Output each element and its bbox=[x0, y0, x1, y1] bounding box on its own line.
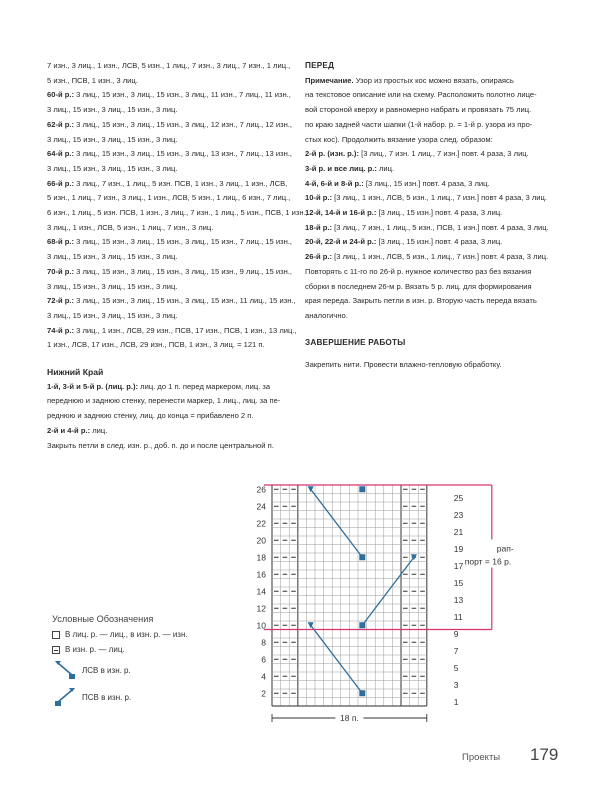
left-cable-lower-line bbox=[311, 625, 363, 693]
row-label-right: 13 bbox=[453, 594, 464, 605]
row-label: 1-й, 3-й и 5-й р. (лиц. р.): bbox=[47, 381, 139, 391]
row-text: 3 лиц., 15 изн., 3 лиц., 15 изн., 3 лиц. bbox=[47, 105, 178, 115]
row-label: 68-й р.: bbox=[47, 237, 75, 247]
row-label-left: 8 bbox=[261, 637, 266, 648]
legend-item-label: ЛСВ в изн. р. bbox=[82, 665, 131, 675]
row-label: 4-й, 6-й и 8-й р.: bbox=[305, 178, 364, 188]
row-text: 3 лиц., 15 изн., 3 лиц., 15 изн., 3 лиц. bbox=[47, 134, 178, 144]
row-label-right: 23 bbox=[453, 509, 464, 520]
row-label-left: 26 bbox=[256, 484, 266, 495]
row-text: 3 лиц., 15 изн., 3 лиц., 15 изн., 3 лиц., 15 изн., 7 лиц., 15 изн., bbox=[74, 237, 292, 247]
row-label: 2-й и 4-й р.: bbox=[47, 425, 91, 435]
cable-marker bbox=[359, 486, 365, 492]
row-text: 3 лиц., 7 изн., 1 лиц., 5 изн. ПСВ, 1 изн., 3 лиц., 1 изн., ЛСВ, bbox=[74, 178, 288, 188]
row-text: Повторять с 11-го по 26-й р. нужное количество раз без вязания bbox=[305, 266, 532, 276]
section-heading-finishing: ЗАВЕРШЕНИЕ РАБОТЫ bbox=[305, 337, 406, 347]
row-label-left: 18 bbox=[256, 552, 266, 563]
row-text: 3 лиц., 15 изн., 3 лиц., 15 изн., 3 лиц., 12 изн., 7 лиц., 12 изн., bbox=[74, 119, 292, 129]
row-label: 20-й, 22-й и 24-й р.: bbox=[305, 237, 377, 247]
legend-item-left-cable bbox=[52, 659, 188, 681]
row-text: вой стороной кверху и равномерно набрать и провязать 75 лиц. bbox=[305, 105, 532, 115]
row-text: края переда. Закрыть петли в изн. р. Вторую часть переда вязать bbox=[305, 296, 537, 306]
row-text: сборки в последнем 26-м р. Вязать 5 р. лиц. для формирования bbox=[305, 281, 532, 291]
footer-section-name: Проекты bbox=[462, 752, 501, 763]
row-label: 66-й р.: bbox=[47, 178, 75, 188]
legend-item-right-cable bbox=[52, 685, 188, 709]
legend-item-label: ПСВ в изн. р. bbox=[82, 692, 132, 702]
row-text: 1 изн., ЛСВ, 17 изн., ЛСВ, 29 изн., ПСВ, 1 изн., 3 лиц. = 121 п. bbox=[47, 340, 265, 350]
row-text: стых кос). Продолжить вязание узора след. образом: bbox=[305, 134, 493, 144]
row-label-left: 4 bbox=[261, 671, 266, 682]
row-text: 3 лиц., 15 изн., 3 лиц., 15 изн., 3 лиц., 15 изн., 9 лиц., 15 изн., bbox=[74, 266, 292, 276]
row-text: 3 лиц., 1 изн., ЛСВ, 5 изн., 1 лиц., 7 изн., 3 лиц. bbox=[47, 222, 214, 232]
row-text: [3 лиц., 15 изн.] повт. 4 раза, 3 лиц. bbox=[376, 237, 503, 247]
row-label-right: 15 bbox=[453, 577, 464, 588]
row-text: [3 лиц., 1 изн., ЛСВ, 5 изн., 1 лиц., 7 изн.] повт. 4 раза, 3 лиц. bbox=[332, 252, 549, 262]
row-label-right: 3 bbox=[453, 679, 459, 690]
row-label-right: 7 bbox=[453, 645, 459, 656]
row-label-left: 20 bbox=[256, 535, 266, 546]
row-label: 10-й р.: bbox=[305, 193, 333, 203]
legend bbox=[52, 614, 188, 709]
row-label: 2-й р. (изн. р.): bbox=[305, 149, 359, 159]
row-label: 72-й р.: bbox=[47, 296, 75, 306]
row-label-left: 16 bbox=[256, 569, 266, 580]
row-text: переднюю и заднюю стенку, перенести маркер, 1 лиц., лиц. за пе- bbox=[47, 396, 281, 406]
right-cable-end bbox=[359, 622, 365, 628]
row-text: 3 лиц., 15 изн., 3 лиц., 15 изн., 3 лиц., 13 изн., 7 лиц., 13 изн., bbox=[74, 149, 292, 159]
legend-item-label: В лиц. р. — лиц., в изн. р. — изн. bbox=[65, 630, 188, 639]
row-label-right: 25 bbox=[453, 492, 464, 503]
row-text: [3 лиц., 1 изн., ЛСВ, 5 изн., 1 лиц., 7 изн.] повт 4 раза, 3 лиц. bbox=[332, 193, 547, 203]
repeat-label: порт = 16 р. bbox=[464, 556, 512, 567]
row-label: 70-й р.: bbox=[47, 266, 75, 276]
legend-item-dash bbox=[52, 642, 188, 657]
row-label: 74-й р.: bbox=[47, 325, 75, 335]
row-label-left: 12 bbox=[256, 603, 266, 614]
row-label-right: 21 bbox=[453, 526, 464, 537]
row-text: 6 изн., 1 лиц., 5 изн. ПСВ, 1 изн., 3 лиц., 7 изн., 1 лиц., 5 изн., ПСВ, 1 изн., bbox=[47, 208, 308, 218]
empty-square-icon bbox=[52, 631, 60, 639]
row-text: 3 лиц., 15 изн., 3 лиц., 15 изн., 3 лиц., 15 изн., 11 лиц., 15 изн., bbox=[74, 296, 296, 306]
section-heading-lower-edge: Нижний Край bbox=[47, 367, 104, 378]
row-label-right: 19 bbox=[453, 543, 464, 554]
row-text: на текстовое описание или на схему. Расположить полотно лице- bbox=[305, 90, 537, 100]
row-text: 3 лиц., 15 изн., 3 лиц., 15 изн., 3 лиц. bbox=[47, 281, 178, 291]
row-text: 3 лиц., 15 изн., 3 лиц., 15 изн., 3 лиц., 11 изн., 7 лиц., 11 изн., bbox=[74, 90, 291, 100]
page-number: 179 bbox=[530, 745, 559, 764]
row-label-left: 10 bbox=[256, 620, 266, 631]
row-text: [3 лиц., 7 изн. 1 лиц., 7 изн.] повт. 4 раза, 3 лиц. bbox=[358, 149, 529, 159]
row-label-right: 1 bbox=[453, 696, 459, 707]
row-text: лиц. до 1 п. перед маркером, лиц. за bbox=[138, 381, 271, 391]
legend-item-empty bbox=[52, 627, 188, 642]
right-cable-icon bbox=[52, 686, 78, 708]
row-label: 64-й р.: bbox=[47, 149, 75, 159]
row-label-right: 17 bbox=[453, 560, 464, 571]
row-text: по краю задней части шапки (1-й набор. р. = 1-й р. узора из про- bbox=[305, 119, 533, 129]
row-text: реднюю и заднюю стенку, лиц. до конца = прибавлено 2 п. bbox=[47, 411, 254, 421]
row-text: Узор из простых кос можно вязать, опираясь bbox=[353, 75, 514, 85]
row-label: 3-й р. и все лиц. р.: bbox=[305, 163, 377, 173]
row-label: 26-й р.: bbox=[305, 252, 333, 262]
left-cable-upper-end bbox=[359, 554, 365, 560]
row-text: 3 лиц., 15 изн., 3 лиц., 15 изн., 3 лиц. bbox=[47, 252, 178, 262]
stitch-count-label: 18 п. bbox=[340, 713, 359, 723]
row-label-left: 6 bbox=[261, 654, 266, 665]
left-cable-lower-end bbox=[359, 690, 365, 696]
row-label-right: 5 bbox=[453, 662, 459, 673]
row-text: [3 лиц., 15 изн.] повт. 4 раза, 3 лиц. bbox=[376, 208, 503, 218]
row-label-right: 11 bbox=[453, 611, 463, 622]
row-text: 7 изн., 3 лиц., 1 изн., ЛСВ, 5 изн., 1 лиц., 7 изн., 3 лиц., 7 изн., 1 лиц., bbox=[47, 61, 291, 70]
row-label: 62-й р.: bbox=[47, 119, 75, 129]
row-text: аналогично. bbox=[305, 310, 348, 320]
row-text: [3 лиц., 7 изн., 1 лиц., 5 изн., ПСВ, 1 изн.] повт. 4 раза, 3 лиц. bbox=[332, 222, 549, 232]
row-label-right: 9 bbox=[453, 628, 459, 639]
row-text: Закрыть петли в след. изн. р., доб. п. до и после центральной п. bbox=[47, 440, 274, 450]
left-cable-upper-line bbox=[311, 489, 363, 557]
row-label: 12-й, 14-й и 16-й р.: bbox=[305, 208, 377, 218]
row-label: Примечание. bbox=[305, 75, 354, 85]
finishing-text: Закрепить нити. Провести влажно-тепловую обработку. bbox=[305, 360, 502, 370]
row-text: 5 изн., 1 лиц., 7 изн., 3 лиц., 1 изн., ЛСВ, 5 изн., 1 лиц., 6 изн., 7 лиц., bbox=[47, 193, 291, 203]
left-cable-icon bbox=[52, 659, 78, 681]
row-text: 3 лиц., 1 изн., ЛСВ, 29 изн., ПСВ, 17 изн., ПСВ, 1 изн., 13 лиц., bbox=[74, 325, 297, 335]
row-text: лиц. bbox=[90, 425, 108, 435]
row-text: 5 изн., ПСВ, 1 изн., 3 лиц. bbox=[47, 75, 138, 85]
row-label-left: 24 bbox=[256, 501, 266, 512]
row-text: [3 лиц., 15 изн.] повт. 4 раза, 3 лиц. bbox=[363, 178, 490, 188]
row-text: 3 лиц., 15 изн., 3 лиц., 15 изн., 3 лиц. bbox=[47, 163, 178, 173]
row-label-left: 14 bbox=[256, 586, 266, 597]
row-label: 18-й р.: bbox=[305, 222, 333, 232]
row-text: лиц. bbox=[376, 163, 395, 173]
row-label-left: 2 bbox=[261, 688, 266, 699]
row-label: 60-й р.: bbox=[47, 90, 75, 100]
section-heading-front: ПЕРЕД bbox=[305, 61, 335, 70]
row-text: 3 лиц., 15 изн., 3 лиц., 15 изн., 3 лиц. bbox=[47, 310, 178, 320]
dash-square-icon bbox=[52, 646, 60, 654]
repeat-label: рап- bbox=[496, 543, 514, 554]
row-label-left: 22 bbox=[256, 518, 266, 529]
legend-item-label: В изн. р. — лиц. bbox=[65, 645, 125, 654]
legend-title: Условные Обозначения bbox=[52, 614, 154, 624]
